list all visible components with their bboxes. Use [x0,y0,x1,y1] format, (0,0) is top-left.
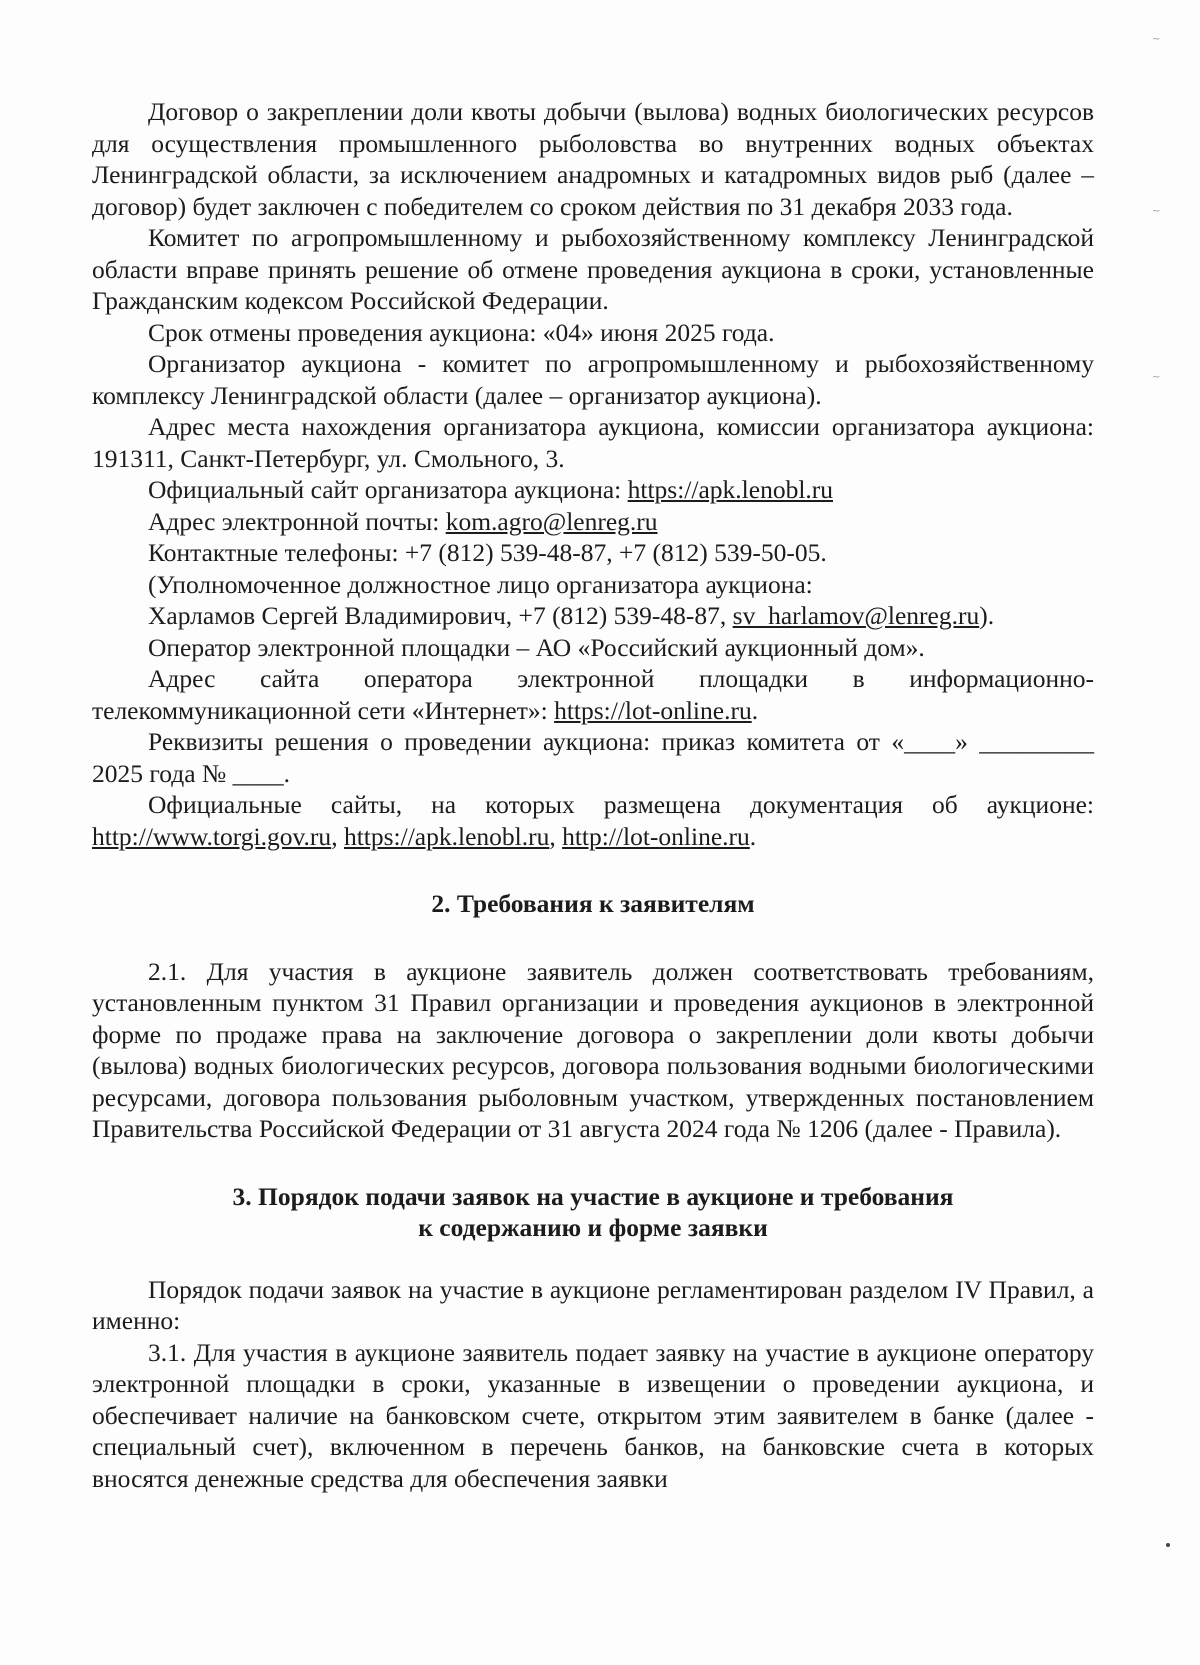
paragraph-decision-details: Реквизиты решения о проведении аукциона: приказ комитета от «____» _________ 2025 года № ____. [92,727,1094,788]
spacer [92,1145,1094,1181]
email-link[interactable]: kom.agro@lenreg.ru [445,506,658,536]
paragraph-authorized-contact: Харламов Сергей Владимирович, +7 (812) 539-48-87, sv_harlamov@lenreg.ru). [148,601,995,630]
paragraph-contract-term: Договор о закреплении доли квоты добычи (вылова) водных биологических ресурсов для осуществления промышленного рыболовства во внутренних водных объектах Ленинградской области, за исключением анадромных и катадромных видов рыб (далее – договор) будет заключен с победителем со сроком действия по 31 декабря 2033 года. [92,97,1094,221]
section-3-heading-line-2: к содержанию и форме заявки [418,1213,768,1242]
paragraph-organizer-address: Адрес места нахождения организатора аукциона, комиссии организатора аукциона: 191311, Санкт-Петербург, ул. Смольного, 3. [92,412,1094,473]
torgi-link[interactable]: http://www.torgi.gov.ru [92,821,332,851]
paragraph-authorized-person: (Уполномоченное должностное лицо организатора аукциона: [148,569,813,599]
paragraph-cancellation-date: Срок отмены проведения аукциона: «04» июня 2025 года. [148,317,775,347]
apk-link[interactable]: https://apk.lenobl.ru [343,821,550,851]
scan-dot [1166,1543,1170,1547]
scan-artifact: ~ [1152,206,1161,217]
lot-online-link[interactable]: http://lot-online.ru [562,821,750,851]
paragraph-cancellation-right: Комитет по агропромышленному и рыбохозяйственному комплексу Ленинградской области вправе принять решение об отмене проведения аукциона в сроки, установленные Гражданским кодексом Российской Федерации. [92,223,1094,315]
paragraph-documentation-sites: Официальные сайты, на которых размещена документация об аукционе: http://www.torgi.gov.ru, https://apk.lenobl.ru, http://lot-online.ru. [92,790,1094,851]
authorized-email-link[interactable]: sv_harlamov@lenreg.ru [732,601,980,630]
spacer [92,920,1094,956]
spacer [92,1244,1094,1274]
section-2-paragraph: 2.1. Для участия в аукционе заявитель должен соответствовать требованиям, установленным пунктом 31 Правил организации и проведения аукционов в электронной форме по продаже права на заключение договора о закреплении доли квоты добычи (вылова) водных биологических ресурсов, договора пользования водными биологическими ресурсами, договора пользования рыболовным участком, утвержденных постановлением Правительства Российской Федерации от 31 августа 2024 года № 1206 (далее - Правила). [92,956,1094,1143]
paragraph-email: Адрес электронной почты: kom.agro@lenreg.ru [148,506,658,536]
paragraph-phones: Контактные телефоны: +7 (812) 539-48-87, +7 (812) 539-50-05. [148,538,827,567]
paragraph-operator-site: Адрес сайта оператора электронной площадки в информационно-телекоммуникационной сети «Интернет»: https://lot-online.ru. [92,664,1094,725]
section-3-paragraph-3-1: 3.1. Для участия в аукционе заявитель подает заявку на участие в аукционе оператору электронной площадки в сроки, указанные в извещении о проведении аукциона, и обеспечивает наличие на банковском счете, открытом этим заявителем в банке (далее - специальный счет), включенном в перечень банков, на банковские счета в которых вносятся денежные средства для обеспечения заявки [92,1337,1094,1493]
section-3-heading-line-1: 3. Порядок подачи заявок на участие в аукционе и требования [232,1181,954,1211]
operator-site-link[interactable]: https://lot-online.ru [554,695,752,725]
spacer [92,852,1094,888]
official-site-link[interactable]: https://apk.lenobl.ru [627,475,834,504]
section-3-intro: Порядок подачи заявок на участие в аукционе регламентирован разделом IV Правил, а именно: [92,1274,1094,1335]
section-2-heading: 2. Требования к заявителям [431,889,755,918]
document-page [92,96,1094,1494]
scan-artifact: ~ [1152,372,1161,383]
paragraph-official-site: Официальный сайт организатора аукциона: https://apk.lenobl.ru [148,475,834,504]
scan-artifact: ~ [1152,34,1161,45]
paragraph-organizer: Организатор аукциона - комитет по агропромышленному и рыбохозяйственному комплексу Ленинградской области (далее – организатор аукциона). [92,349,1094,410]
paragraph-operator: Оператор электронной площадки – АО «Российский аукционный дом». [148,632,925,662]
